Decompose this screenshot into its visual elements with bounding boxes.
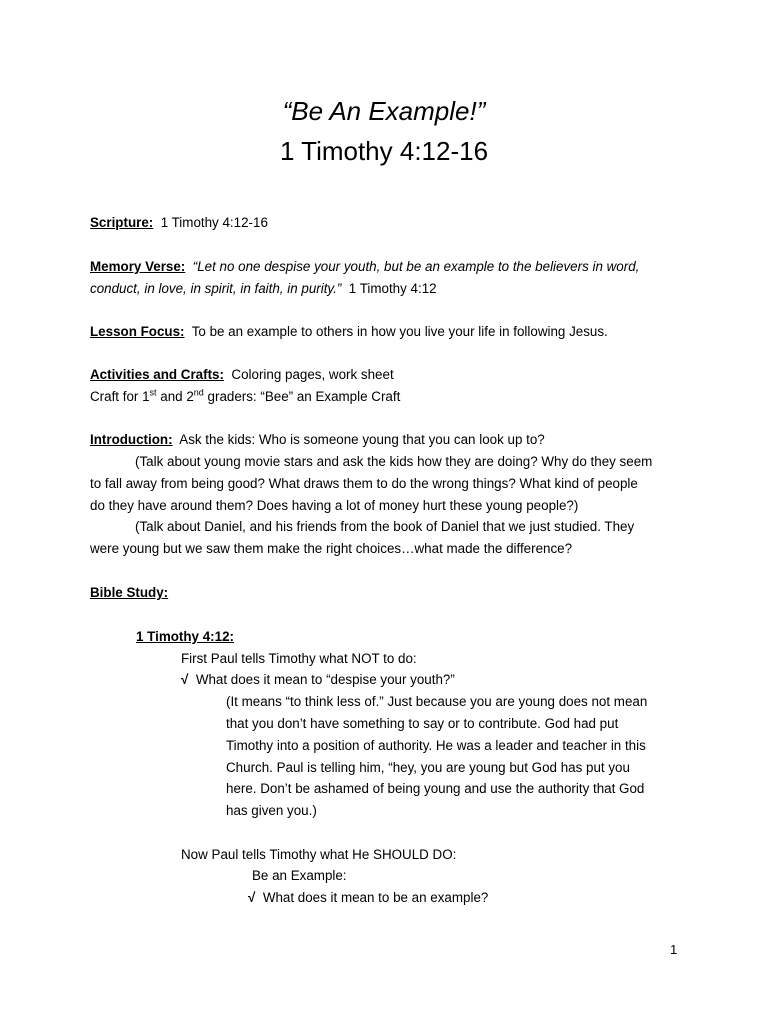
craft-sup-1: st [149, 387, 157, 398]
answer-1-line-5: here. Don’t be ashamed of being young and use the authority that God [226, 781, 645, 796]
question-2-line [248, 887, 668, 909]
memory-verse-quote-1: “Let no one despise your youth, but be an example to the believers in word, [192, 259, 640, 274]
section-heading-line [136, 626, 636, 648]
introduction-label: Introduction: [90, 432, 173, 447]
memory-verse-line-1 [90, 256, 680, 278]
memory-verse-quote-2: conduct, in love, in spirit, in faith, in purity.” [90, 281, 342, 296]
answer-1-line-4: Church. Paul is telling him, “hey, you are young but God has put you [226, 760, 630, 775]
introduction-p2-line-2: were young but we saw them make the right choices…what made the difference? [90, 541, 573, 556]
scripture-text: 1 Timothy 4:12-16 [160, 215, 268, 230]
scripture-label: Scripture: [90, 215, 154, 230]
answer-1-line-3: Timothy into a position of authority. He was a leader and teacher in this [226, 738, 646, 753]
question-1: What does it mean to “despise your youth?” [195, 672, 455, 687]
lesson-focus-line [90, 321, 680, 343]
introduction-p2-line-1: (Talk about Daniel, and his friends from the book of Daniel that we just studied. They [135, 519, 635, 534]
introduction-line [90, 429, 680, 451]
activities-line [90, 364, 680, 386]
scripture-line [90, 212, 680, 234]
memory-verse-line-2 [90, 278, 680, 300]
section-heading: 1 Timothy 4:12: [136, 629, 234, 644]
page-number: 1 [670, 942, 678, 957]
question-2: What does it mean to be an example? [262, 890, 489, 905]
checkmark-icon: √ [181, 672, 189, 687]
introduction-question: Ask the kids: Who is someone young that you can look up to? [179, 432, 545, 447]
craft-sup-2: nd [193, 387, 204, 398]
craft-prefix: Craft for 1 [90, 389, 150, 404]
first-point: First Paul tells Timothy what NOT to do: [181, 651, 417, 666]
bible-study-label: Bible Study: [90, 585, 169, 600]
answer-1-line-1: (It means “to think less of.” Just because you are young does not mean [226, 694, 648, 709]
introduction-p1-line-2: to fall away from being good? What draws them to do the wrong things? What kind of people [90, 476, 638, 491]
introduction-p1-line-3: do they have around them? Does having a lot of money hurt these young people?) [90, 498, 579, 513]
be-an-example-line: Be an Example: [252, 868, 347, 883]
lesson-focus-label: Lesson Focus: [90, 324, 185, 339]
craft-mid: and 2 [156, 389, 194, 404]
craft-suffix: graders: “Bee” an Example Craft [203, 389, 401, 404]
craft-line [90, 386, 680, 408]
bible-study-line [90, 582, 680, 604]
lesson-focus-text: To be an example to others in how you live your life in following Jesus. [191, 324, 608, 339]
activities-label: Activities and Crafts: [90, 367, 224, 382]
answer-1-line-2: that you don’t have something to say or to contribute. God had put [226, 716, 619, 731]
second-point: Now Paul tells Timothy what He SHOULD DO: [181, 847, 457, 862]
document-title: “Be An Example!” [282, 96, 486, 126]
activities-text: Coloring pages, work sheet [231, 367, 394, 382]
checkmark-icon: √ [248, 890, 256, 905]
answer-1-line-6: has given you.) [226, 803, 317, 818]
introduction-p1-line-1: (Talk about young movie stars and ask the kids how they are doing? Why do they seem [135, 454, 653, 469]
memory-verse-label: Memory Verse: [90, 259, 186, 274]
question-1-line [181, 669, 661, 691]
memory-verse-reference: 1 Timothy 4:12 [348, 281, 437, 296]
document-subtitle: 1 Timothy 4:12-16 [279, 136, 489, 166]
